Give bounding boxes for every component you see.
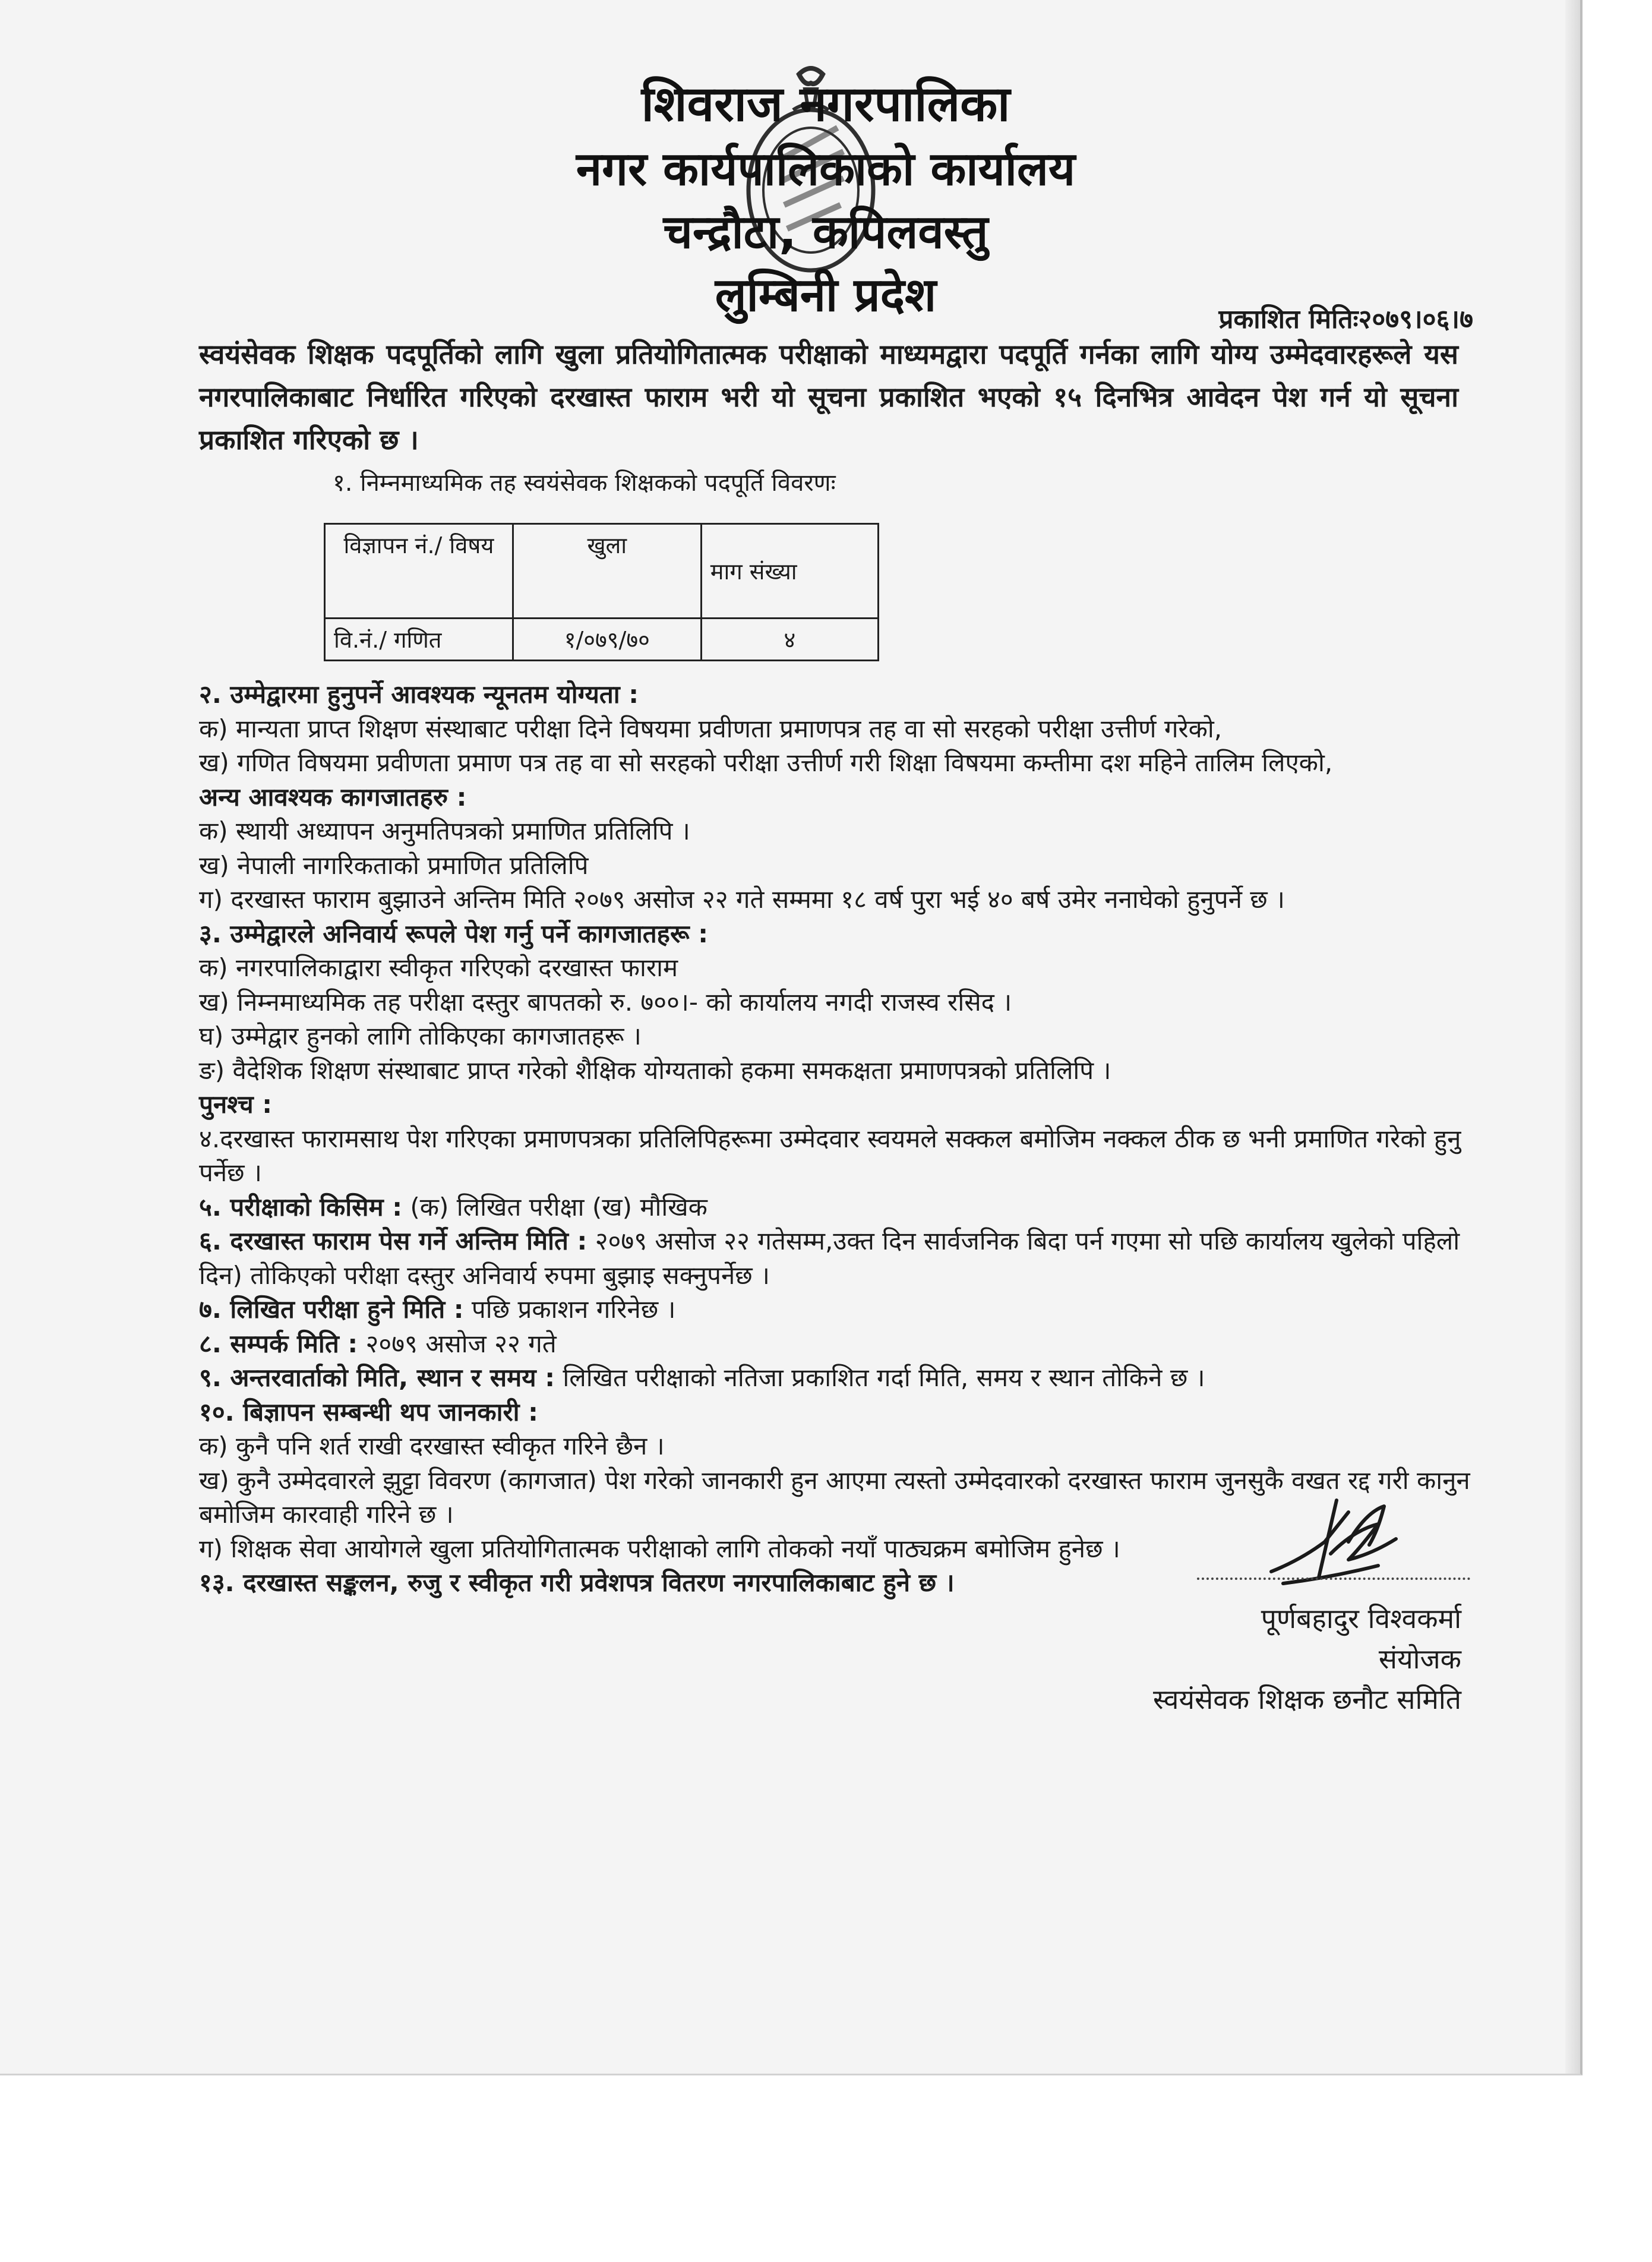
line-text: क) नगरपालिकाद्वारा स्वीकृत गरिएको दरखास्त फाराम [199, 953, 678, 982]
notice-line [199, 1224, 1470, 1292]
table-row [325, 619, 879, 661]
notice-line [199, 951, 1470, 985]
notice-line [199, 1053, 1470, 1088]
vacancy-section-title: १. निम्नमाध्यमिक तह स्वयंसेवक शिक्षकको पदपूर्ति विवरणः [333, 469, 836, 497]
notice-line [199, 712, 1470, 746]
office-name: नगर कार्यपालिकाको कार्यालय [576, 143, 1076, 196]
line-text: ङ) वैदेशिक शिक्षण संस्थाबाट प्राप्त गरेको शैक्षिक योग्यताको हकमा समकक्षता प्रमाणपत्रको प्रतिलिपि । [199, 1055, 1111, 1085]
notice-line [199, 917, 1470, 951]
line-heading: ५. परीक्षाको किसिम : [199, 1192, 403, 1222]
notice-line [199, 780, 1470, 815]
notice-line [199, 1019, 1470, 1053]
notice-line [199, 1429, 1470, 1463]
vacancy-table [324, 523, 879, 661]
column-header-open: खुला [513, 524, 701, 619]
column-header-ad-subject: विज्ञापन नं./ विषय [325, 524, 513, 619]
province-name: लुम्बिनी प्रदेश [715, 269, 937, 322]
notice-line [199, 1361, 1470, 1395]
line-heading: ९. अन्तरवार्ताको मिति, स्थान र समय : [199, 1363, 555, 1392]
notice-line [199, 848, 1470, 883]
line-text: क) मान्यता प्राप्त शिक्षण संस्थाबाट परीक्षा दिने विषयमा प्रवीणता प्रमाणपत्र तह वा सो सरहको परीक्षा उत्तीर्ण गरेको, [199, 714, 1223, 743]
line-text: ख) नेपाली नागरिकताको प्रमाणित प्रतिलिपि [199, 850, 589, 880]
line-heading: पुनश्च : [199, 1090, 273, 1119]
notice-line [199, 1395, 1470, 1430]
table-cell: १/०७९/७० [513, 619, 701, 661]
signer-name: पूर्णबहादुर विश्वकर्मा [1261, 1602, 1461, 1635]
municipality-name: शिवराज नगरपालिका [641, 76, 1010, 132]
line-heading: २. उम्मेद्वारमा हुनुपर्ने आवश्यक न्यूनतम योग्यता : [199, 680, 639, 709]
line-text: पछि प्रकाशन गरिनेछ । [463, 1295, 676, 1324]
line-text: घ) उम्मेद्वार हुनको लागि तोकिएका कागजातहरू । [199, 1021, 642, 1050]
published-date: प्रकाशित मितिः२०७९।०६।७ [1218, 304, 1473, 335]
line-heading: ६. दरखास्त फाराम पेस गर्ने अन्तिम मिति : [199, 1226, 587, 1255]
notice-line [199, 1190, 1470, 1225]
notice-line [199, 746, 1470, 780]
column-header-demand: माग संख्या [701, 524, 878, 619]
line-text: ख) कुनै उम्मेदवारले झुट्टा विवरण (कागजात) पेश गरेको जानकारी हुन आएमा त्यस्तो उम्मेदवारको दरखास्त फाराम जुनसुकै वखत रद्द गरी कानुन बमोजिम कारवाही गरिने छ । [199, 1465, 1470, 1529]
line-text: (क) लिखित परीक्षा (ख) मौखिक [402, 1192, 707, 1222]
table-cell: ४ [701, 619, 878, 661]
notice-intro: स्वयंसेवक शिक्षक पदपूर्तिको लागि खुला प्रतियोगितात्मक परीक्षाको माध्यमद्वारा पदपूर्ति गर्नका लागि योग्य उम्मेदवारहरूले यस नगरपालिकाबाट निर्धारित गरिएको दरखास्त फाराम भरी यो सूचना प्रकाशित भएको १५ दिनभित्र आवेदन पेश गर्न यो सूचना प्रकाशित गरिएको छ । [199, 338, 1458, 456]
notice-line [199, 1122, 1470, 1190]
office-address: चन्द्रौटा, कपिलवस्तु [663, 206, 988, 259]
line-heading: ७. लिखित परीक्षा हुने मिति : [199, 1295, 464, 1324]
line-heading: १३. दरखास्त सङ्कलन, रुजु र स्वीकृत गरी प्रवेशपत्र वितरण नगरपालिकाबाट हुने छ । [199, 1568, 955, 1597]
line-heading: अन्य आवश्यक कागजातहरु : [199, 782, 467, 812]
page-edge-shadow [1565, 0, 1580, 2074]
notice-line [199, 985, 1470, 1020]
line-heading: ८. सम्पर्क मिति : [199, 1329, 358, 1358]
notice-body [199, 677, 1470, 1600]
signer-block [1045, 1598, 1461, 1720]
notice-line [199, 677, 1470, 712]
notice-line [199, 1087, 1470, 1122]
signature-line [1197, 1578, 1470, 1580]
notice-line [199, 882, 1470, 917]
line-text: क) स्थायी अध्यापन अनुमतिपत्रको प्रमाणित प्रतिलिपि । [199, 816, 690, 846]
line-heading: १०. बिज्ञापन सम्बन्धी थप जानकारी : [199, 1397, 538, 1427]
notice-line [199, 1292, 1470, 1327]
line-text: क) कुनै पनि शर्त राखी दरखास्त स्वीकृत गरिने छैन । [199, 1431, 665, 1460]
handwritten-signature [1259, 1488, 1414, 1589]
table-cell: वि.नं./ गणित [325, 619, 513, 661]
notice-line [199, 814, 1470, 848]
line-text: ग) शिक्षक सेवा आयोगले खुला प्रतियोगितात्मक परीक्षाको लागि तोकको नयाँ पाठ्यक्रम बमोजिम हुनेछ । [199, 1534, 1120, 1563]
line-text: ग) दरखास्त फाराम बुझाउने अन्तिम मिति २०७९ असोज २२ गते सम्ममा १८ वर्ष पुरा भई ४० बर्ष उमेर ननाघेको हुनुपर्ने छ । [199, 885, 1285, 914]
line-text: लिखित परीक्षाको नतिजा प्रकाशित गर्दा मिति, समय र स्थान तोकिने छ । [555, 1363, 1205, 1392]
line-text: २०७९ असोज २२ गतेसम्म,उक्त दिन सार्वजनिक बिदा पर्न गएमा सो पछि कार्यालय खुलेको पहिलो दिन) तोकिएको परीक्षा दस्तुर अनिवार्य रुपमा बुझाइ सक्नुपर्नेछ । [199, 1226, 1460, 1290]
line-text: ४.दरखास्त फारामसाथ पेश गरिएका प्रमाणपत्रका प्रतिलिपिहरूमा उम्मेदवार स्वयमले सक्कल बमोजिम नक्कल ठीक छ भनी प्रमाणित गरेको हुनु पर्नेछ । [199, 1124, 1461, 1187]
office-letterhead [475, 71, 1176, 327]
signer-committee: स्वयंसेवक शिक्षक छनौट समिति [1152, 1683, 1461, 1715]
line-text: २०७९ असोज २२ गते [358, 1329, 557, 1358]
table-header-row [325, 524, 879, 619]
line-heading: ३. उम्मेद्वारले अनिवार्य रूपले पेश गर्नु पर्ने कागजातहरू : [199, 919, 709, 948]
line-text: ख) गणित विषयमा प्रवीणता प्रमाण पत्र तह वा सो सरहको परीक्षा उत्तीर्ण गरी शिक्षा विषयमा कम्तीमा दश महिने तालिम लिएको, [199, 748, 1333, 777]
line-text: ख) निम्नमाध्यमिक तह परीक्षा दस्तुर बापतको रु. ७००।- को कार्यालय नगदी राजस्व रसिद । [199, 987, 1012, 1017]
notice-line [199, 1327, 1470, 1361]
signer-role: संयोजक [1378, 1643, 1461, 1675]
